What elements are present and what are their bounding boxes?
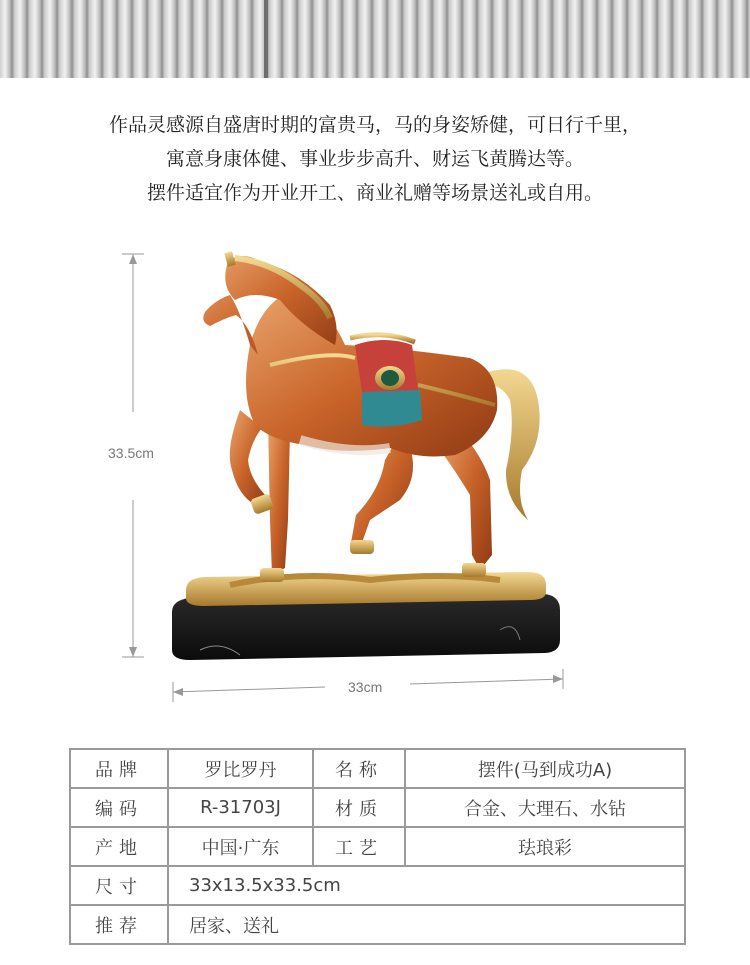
description-line-3: 摆件适宜作为开业开工、商业礼赠等场景送礼或自用。	[146, 182, 603, 204]
horse-statue-illustration	[0, 235, 750, 735]
size-label: 尺寸	[70, 866, 168, 905]
height-dimension-label: 33.5cm	[108, 445, 154, 461]
brand-label: 品牌	[70, 749, 168, 788]
table-row	[70, 905, 685, 944]
name-value: 摆件(马到成功A)	[405, 749, 685, 788]
code-label: 编码	[70, 788, 168, 827]
recommend-value: 居家、送礼	[168, 905, 685, 944]
craft-label: 工艺	[313, 827, 405, 866]
code-value: R-31703J	[168, 788, 313, 827]
table-row	[70, 749, 685, 788]
table-row	[70, 827, 685, 866]
origin-value: 中国·广东	[168, 827, 313, 866]
brand-value: 罗比罗丹	[168, 749, 313, 788]
header-banner	[0, 0, 750, 78]
recommend-label: 推荐	[70, 905, 168, 944]
name-label: 名称	[313, 749, 405, 788]
marble-base	[172, 572, 560, 660]
origin-label: 产地	[70, 827, 168, 866]
spec-table	[69, 748, 686, 945]
width-dimension-label: 33cm	[348, 679, 383, 695]
product-description	[0, 108, 750, 210]
craft-value: 珐琅彩	[405, 827, 685, 866]
table-row	[70, 788, 685, 827]
description-line-1: 作品灵感源自盛唐时期的富贵马，马的身姿矫健，可日行千里，	[108, 114, 641, 136]
description-line-2: 寓意身康体健、事业步步高升、财运飞黄腾达等。	[165, 148, 584, 170]
product-image-area	[0, 235, 750, 735]
material-value: 合金、大理石、水钻	[405, 788, 685, 827]
banner-divider	[264, 0, 268, 78]
table-row	[70, 866, 685, 905]
size-value: 33x13.5x33.5cm	[168, 866, 685, 905]
material-label: 材质	[313, 788, 405, 827]
